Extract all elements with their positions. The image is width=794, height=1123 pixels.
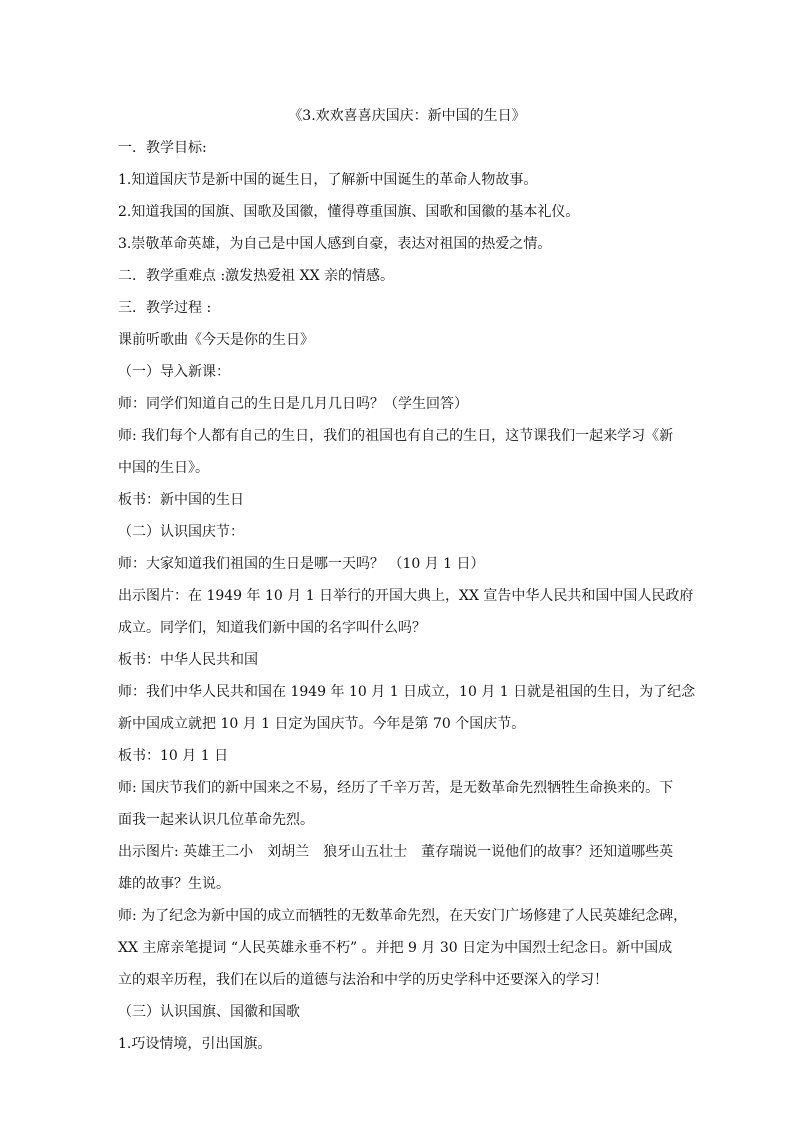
paragraph-flag-intro: 1.巧设情境，引出国旗。: [118, 1036, 272, 1052]
paragraph-founding-line2: 新中国成立就把 10 月 1 日定为国庆节。今年是第 70 个国庆节。: [118, 716, 526, 732]
document-page: [118, 100, 696, 1060]
section-heading-objectives: 一．教学目标:: [118, 140, 207, 156]
subheading-introduction: （一）导入新课：: [118, 364, 230, 380]
objective-item-2: 2.知道我国的国旗、国歌及国徽，懂得尊重国旗、国歌和国徽的基本礼仪。: [118, 204, 580, 220]
paragraph-monument-line2: XX 主席亲笔提词 “人民英雄永垂不朽” 。并把 9 月 30 日定为中国烈士纪念日。新中国成: [118, 940, 673, 956]
paragraph-blackboard-1: 板书：新中国的生日: [118, 492, 244, 508]
paragraph-pre-class-song: 课前听歌曲《今天是你的生日》: [118, 332, 314, 348]
paragraph-teacher-birthday-question: 师：大家知道我们祖国的生日是哪一天吗？ （10 月 1 日）: [118, 556, 485, 572]
paragraph-teacher-intro-line2: 中国的生日》。: [118, 460, 209, 476]
paragraph-show-image-line2: 成立。同学们，知道我们新中国的名字叫什么吗？: [118, 620, 426, 636]
objective-item-1: 1.知道国庆节是新中国的诞生日，了解新中国诞生的革命人物故事。: [118, 172, 538, 188]
paragraph-monument-line1: 师: 为了纪念为新中国的成立而牺牲的无数革命先烈，在天安门广场修建了人民英雄纪念碑，: [118, 908, 688, 924]
paragraph-teacher-intro-line1: 师: 我们每个人都有自己的生日，我们的祖国也有自己的生日，这节课我们一起来学习《新: [118, 428, 674, 444]
section-heading-process: 三．教学过程 :: [118, 300, 212, 316]
paragraph-martyrs-line1: 师: 国庆节我们的新中国来之不易，经历了千辛万苦，是无数革命先烈牺牲生命换来的。下: [118, 780, 674, 796]
paragraph-heroes-line2: 雄的故事？生说。: [118, 876, 230, 892]
paragraph-teacher-question: 师：同学们知道自己的生日是几月几日吗？（学生回答）: [118, 396, 468, 412]
subheading-national-day: （二）认识国庆节：: [118, 524, 244, 540]
paragraph-monument-line3: 立的艰辛历程，我们在以后的道德与法治和中学的历史学科中还要深入的学习！: [118, 972, 608, 988]
paragraph-blackboard-2: 板书：中华人民共和国: [118, 652, 258, 668]
paragraph-blackboard-3: 板书：10 月 1 日: [118, 748, 229, 764]
paragraph-founding-line1: 师：我们中华人民共和国在 1949 年 10 月 1 日成立，10 月 1 日就是祖国的生日，为了纪念: [118, 684, 696, 700]
document-title: 《3.欢欢喜喜庆国庆：新中国的生日》: [288, 108, 526, 124]
subheading-flag-emblem-anthem: （三）认识国旗、国徽和国歌: [118, 1004, 300, 1020]
section-heading-key-points: 二．教学重难点 :激发热爱祖 XX 亲的情感。: [118, 268, 394, 284]
objective-item-3: 3.崇敬革命英雄，为自己是中国人感到自豪，表达对祖国的热爱之情。: [118, 236, 552, 252]
paragraph-heroes-line1: 出示图片: 英雄王二小 刘胡兰 狼牙山五壮士 董存瑞说一说他们的故事？还知道哪些英: [118, 844, 674, 860]
paragraph-show-image-line1: 出示图片：在 1949 年 10 月 1 日举行的开国大典上，XX 宣告中华人民共和国中国人民政府: [118, 588, 694, 604]
paragraph-martyrs-line2: 面我一起来认识几位革命先烈。: [118, 812, 314, 828]
